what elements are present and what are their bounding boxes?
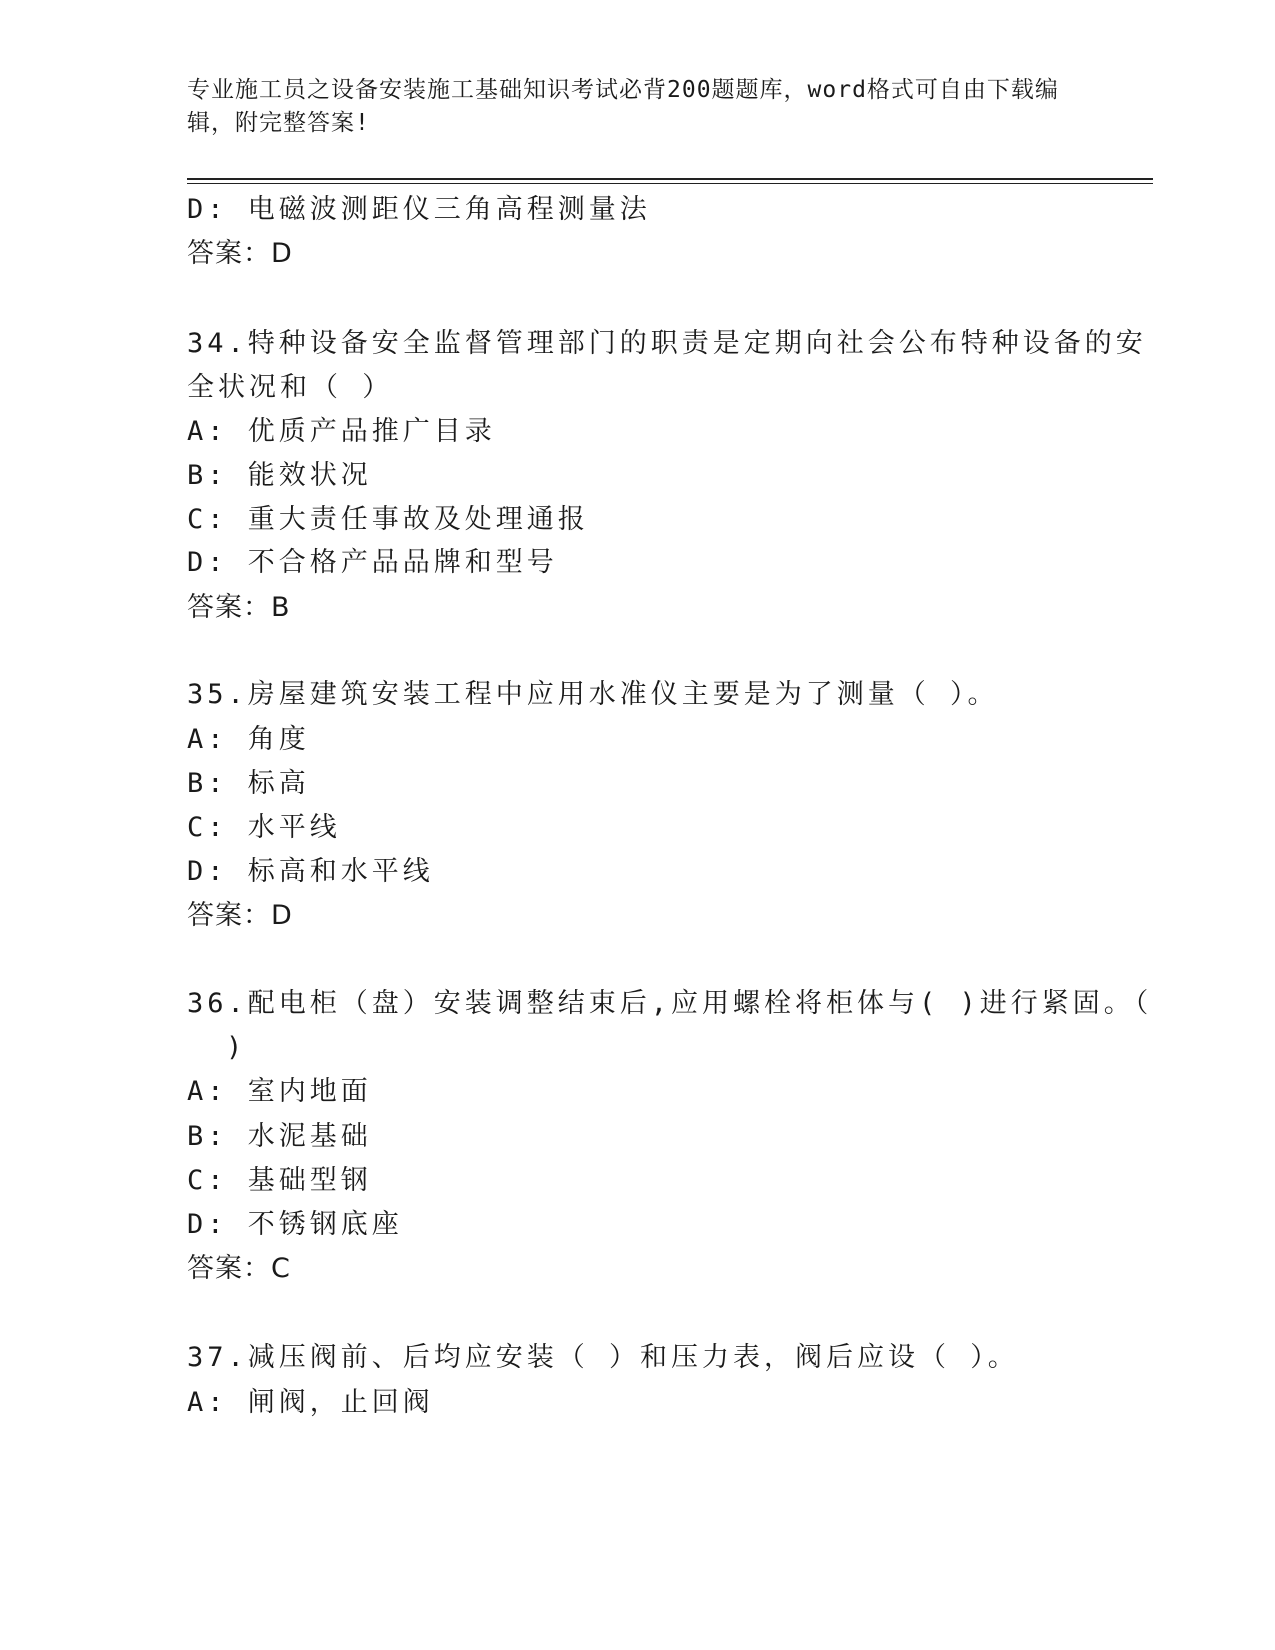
question-34-option-d: D: 不合格产品品牌和型号	[187, 547, 558, 578]
prev-answer: 答案：D	[187, 238, 293, 269]
header-rule-thin	[187, 183, 1153, 184]
question-36-text-line2: )	[226, 1032, 247, 1063]
question-36-option-a: A: 室内地面	[187, 1076, 372, 1107]
question-36-option-b: B: 水泥基础	[187, 1121, 372, 1152]
question-36-answer: 答案：C	[187, 1253, 291, 1284]
question-36-option-d: D: 不锈钢底座	[187, 1209, 403, 1240]
document-header: 专业施工员之设备安装施工基础知识考试必背200题题库，word格式可自由下载编辑，附完整答案!	[187, 77, 1059, 136]
question-34-answer: 答案：B	[187, 592, 291, 623]
question-36-option-c: C: 基础型钢	[187, 1165, 372, 1196]
question-34-option-c: C: 重大责任事故及处理通报	[187, 504, 589, 535]
question-34-option-a: A: 优质产品推广目录	[187, 416, 496, 447]
question-35-option-d: D: 标高和水平线	[187, 856, 434, 887]
question-35-text: 35.房屋建筑安装工程中应用水准仪主要是为了测量（ ）。	[187, 679, 999, 710]
question-34-option-b: B: 能效状况	[187, 460, 372, 491]
question-35-option-b: B: 标高	[187, 768, 310, 799]
header-rule-thick	[187, 178, 1153, 180]
question-36-text-line1: 36.配电柜（盘）安装调整结束后,应用螺栓将柜体与( )进行紧固。（	[187, 988, 1153, 1019]
question-35-option-c: C: 水平线	[187, 812, 341, 843]
prev-option-d: D: 电磁波测距仪三角高程测量法	[187, 194, 651, 225]
question-37-option-a: A: 闸阀，止回阀	[187, 1387, 434, 1418]
question-35-option-a: A: 角度	[187, 724, 310, 755]
question-34-text-line1: 34.特种设备安全监督管理部门的职责是定期向社会公布特种设备的安	[187, 328, 1147, 359]
question-37-text: 37.减压阀前、后均应安装（ ）和压力表，阀后应设（ ）。	[187, 1342, 1019, 1373]
question-35-answer: 答案：D	[187, 900, 293, 931]
question-34-text-line2: 全状况和（ ）	[187, 372, 394, 403]
